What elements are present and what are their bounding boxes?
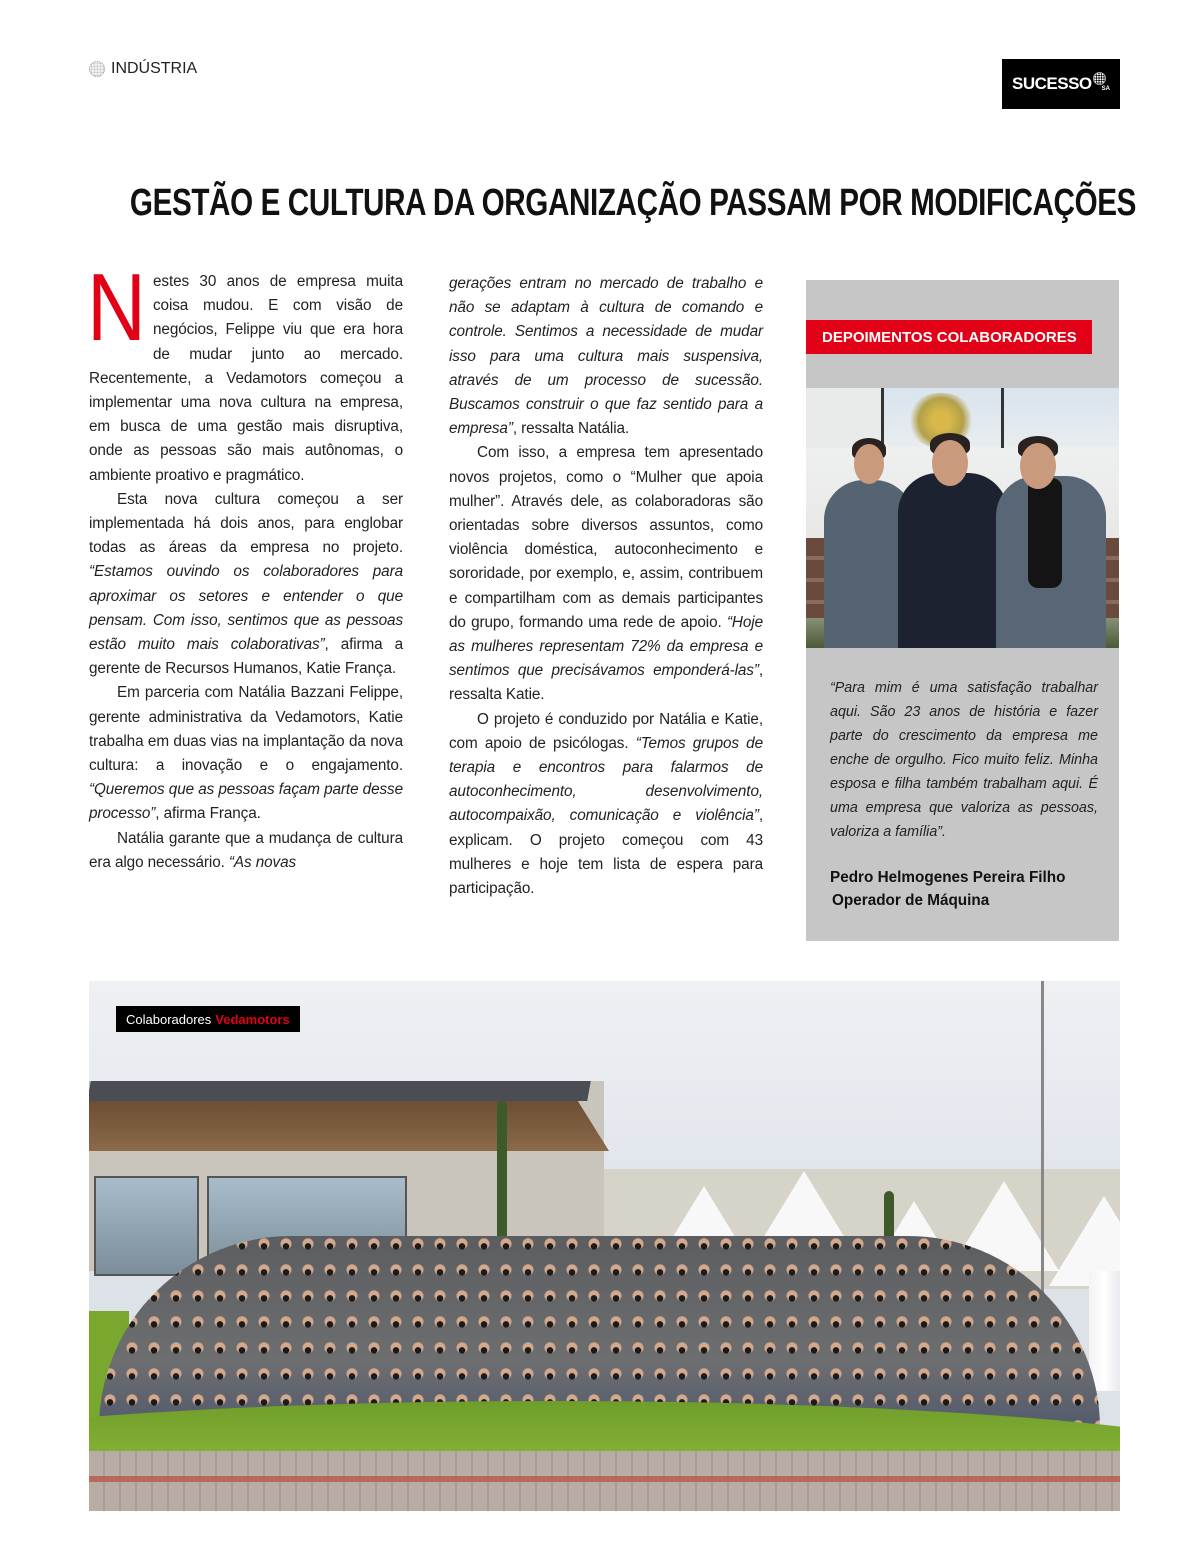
body-text: Natália garante que a mudança de cultura era algo necessário. <box>89 829 403 871</box>
body-text: , afirma a gerente de Recursos Humanos, Katie França. <box>89 636 403 678</box>
article-column-1 <box>87 254 403 875</box>
article-paragraph <box>449 708 763 902</box>
globe-icon <box>1093 72 1106 85</box>
drop-cap: N <box>87 254 146 361</box>
body-text: O projeto é conduzido por Natália e Katie, com apoio de psicólogas. <box>449 710 763 752</box>
quote-text: “As novas <box>228 853 297 871</box>
body-text: , afirma França. <box>155 805 261 823</box>
white-drape <box>1089 1271 1120 1391</box>
logo-text: SUCESSO <box>1012 74 1092 93</box>
body-text: Esta nova cultura começou a ser implementada há dois anos, para englobar todas as áreas da empresa no projeto. <box>89 490 403 557</box>
article-paragraph <box>89 488 403 682</box>
sidebar-label: DEPOIMENTOS COLABORADORES <box>806 320 1092 354</box>
caption-brand: Vedamotors <box>215 1011 290 1027</box>
magazine-logo[interactable] <box>1002 59 1120 109</box>
article-paragraph <box>89 827 403 875</box>
building-eave <box>89 1101 609 1151</box>
testimonial-photo <box>806 388 1119 648</box>
quote-text: “Hoje as mulheres representam 72% da empresa e sentimos que precisávamos emponderá-las” <box>449 613 763 680</box>
face <box>1020 443 1056 489</box>
path-border <box>89 1476 1120 1482</box>
glass-facade <box>94 1176 199 1276</box>
column-2-body <box>449 272 763 901</box>
caption-prefix: Colaboradores <box>126 1011 212 1027</box>
quote-text: “Estamos ouvindo os colaboradores para aproximar os setores e entender o que pensam. Com isso, sentimos que as pessoas estão muito mais colaborativas” <box>89 563 403 654</box>
section-label: INDÚSTRIA <box>111 60 198 77</box>
building-roof <box>89 1081 591 1101</box>
testimonial-author: Pedro Helmogenes Pereira Filho <box>830 869 1066 886</box>
article-paragraph <box>89 681 403 826</box>
article-paragraph <box>449 441 763 707</box>
testimonial-sidebar <box>806 280 1119 941</box>
testimonial-quote: “Para mim é uma satisfação trabalhar aqui. São 23 anos de história e fazer parte do crescimento da empresa me enche de orgulho. Fico muito feliz. Minha esposa e filha também trabalham aqui. É uma empresa que valoriza as pessoas, valoriza a família”. <box>830 680 1098 840</box>
photo-caption <box>116 1006 300 1032</box>
testimonial-role: Operador de Máquina <box>832 892 990 909</box>
quote-text: “Temos grupos de terapia e encontros para falarmos de autoconhecimento, desenvolvimento, autocompaixão, comunicação e violência” <box>449 734 763 825</box>
body-text: Com isso, a empresa tem apresentado novos projetos, como o “Mulher que apoia mulher”. Através dele, as colaboradoras são orientadas sobre diversos assuntos, como violência doméstica, autoconhecimento e sororidade, por exemplo, e, assim, contribuem e compartilham com as demais participantes do grupo, formando uma rede de apoio. <box>449 444 763 631</box>
body-text: estes 30 anos de empresa muita coisa mudou. E com visão de negócios, Felippe viu que era hora de mudar junto ao mercado. Recentemente, a Vedamotors começou a implementar uma nova cultura na empresa, em busca de uma gestão mais disruptiva, onde as pessoas são mais autônomas, o ambiente proativo e pragmático. <box>89 273 403 484</box>
person-center <box>898 473 1008 648</box>
body-text: , ressalta Katie. <box>449 662 763 704</box>
body-text: , explicam. O projeto começou com 43 mulheres e hoje tem lista de espera para participação. <box>449 807 763 898</box>
article-paragraph <box>449 272 763 441</box>
group-photo <box>89 981 1120 1511</box>
article-headline: GESTÃO E CULTURA DA ORGANIZAÇÃO PASSAM POR MODIFICAÇÕES <box>129 182 1137 224</box>
logo-suffix: SA <box>1101 86 1110 92</box>
article-column-2 <box>449 272 763 901</box>
body-text: , ressalta Natália. <box>512 420 630 438</box>
scarf <box>1028 478 1062 588</box>
quote-text: gerações entram no mercado de trabalho e não se adaptam à cultura de comando e controle. Sentimos a necessidade de mudar isso para uma cultura mais suspensiva, através de um processo de sucessão. Buscamos construir o que faz sentido para a empresa” <box>449 275 763 438</box>
section-tag <box>89 60 197 78</box>
globe-icon <box>89 61 105 77</box>
body-text: Em parceria com Natália Bazzani Felippe, gerente administrativa da Vedamotors, Katie trabalha em duas vias na implantação da nova cultura: a inovação e o engajamento. <box>89 684 403 775</box>
face <box>932 440 968 486</box>
quote-text: “Queremos que as pessoas façam parte desse processo” <box>89 781 403 823</box>
face <box>854 444 884 484</box>
